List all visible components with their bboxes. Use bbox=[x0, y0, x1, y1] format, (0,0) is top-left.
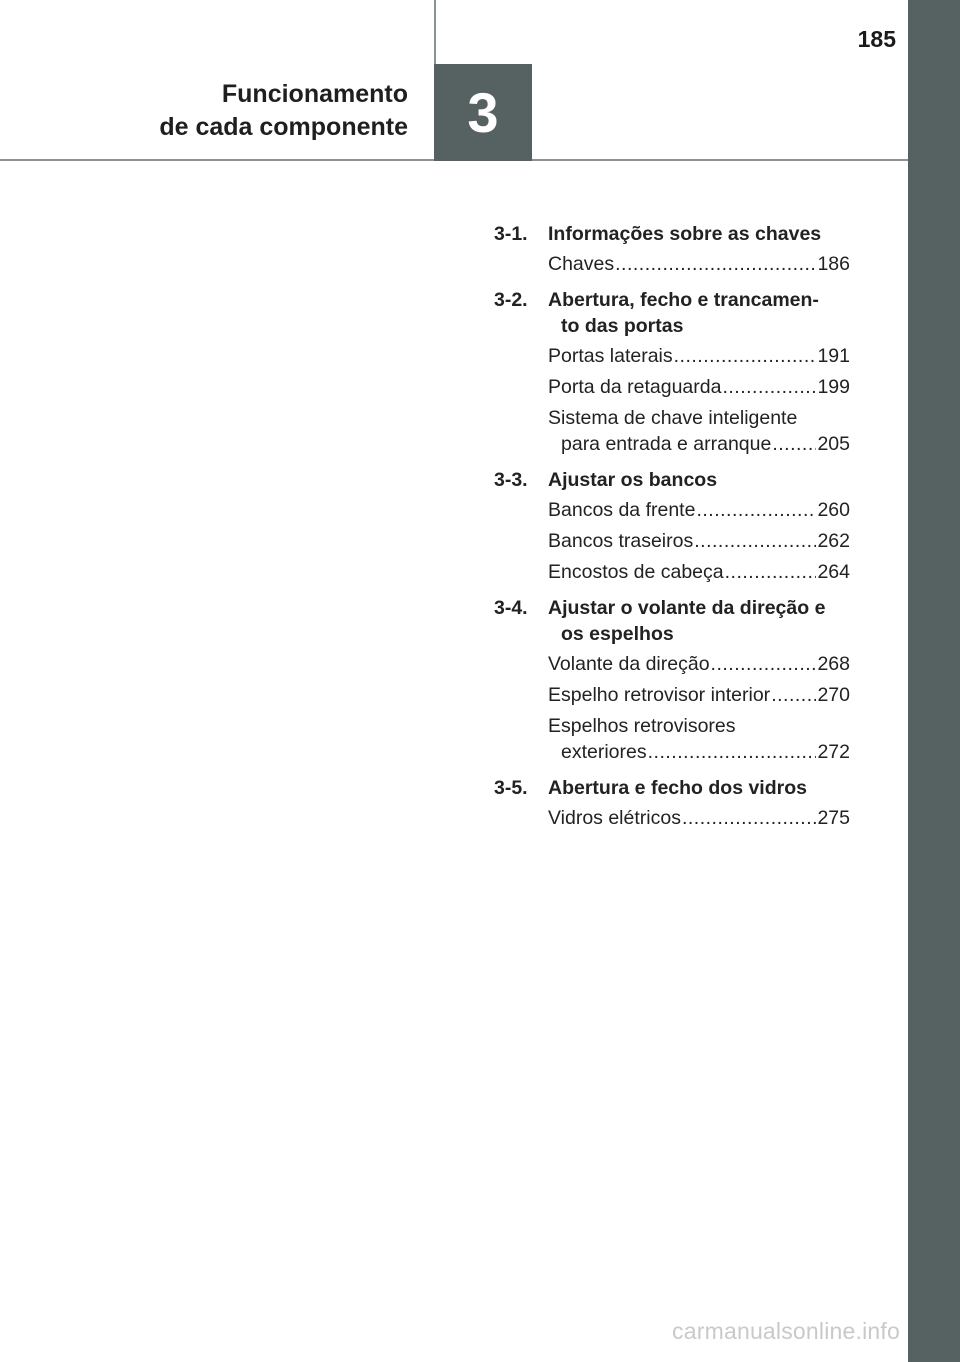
dot-leader bbox=[674, 343, 817, 369]
toc-entry-label: Portas laterais bbox=[548, 345, 673, 367]
dot-leader bbox=[772, 431, 816, 457]
toc-entry-link[interactable] bbox=[548, 405, 850, 457]
toc-entry-label: Sistema de chave inteligente bbox=[548, 407, 798, 429]
toc-section bbox=[494, 286, 850, 457]
chapter-side-tab bbox=[908, 0, 960, 1362]
header-vertical-divider bbox=[434, 0, 436, 66]
toc-section-title bbox=[548, 286, 850, 343]
toc-entry-page: 186 bbox=[817, 253, 850, 275]
dot-leader bbox=[722, 374, 816, 400]
dot-leader bbox=[696, 497, 816, 523]
toc-entry-label: Porta da retaguarda bbox=[548, 376, 722, 398]
toc-entry-link[interactable] bbox=[548, 374, 850, 400]
toc-section-title-line1: Ajustar o volante da direção e bbox=[548, 597, 826, 619]
toc-entry-label: Bancos da frente bbox=[548, 499, 696, 521]
toc-entry-label: Espelho retrovisor interior bbox=[548, 684, 771, 706]
toc-entry-label-continued: para entrada e arranque bbox=[561, 433, 772, 455]
watermark: carmanualsonline.info bbox=[672, 1318, 900, 1344]
toc-entry-link[interactable] bbox=[548, 497, 850, 523]
dot-leader bbox=[771, 682, 816, 708]
table-of-contents bbox=[494, 220, 850, 840]
toc-entry-link[interactable] bbox=[548, 559, 850, 585]
toc-entry-label-continued: exteriores bbox=[561, 741, 647, 763]
dot-leader bbox=[615, 251, 816, 277]
toc-entry-page: 270 bbox=[817, 684, 850, 706]
toc-entry-label: Espelhos retrovisores bbox=[548, 715, 736, 737]
toc-section-number: 3-1. bbox=[494, 223, 528, 245]
toc-section-title-line2: os espelhos bbox=[561, 623, 674, 645]
toc-entry-label: Bancos traseiros bbox=[548, 530, 694, 552]
toc-entry-page: 191 bbox=[817, 345, 850, 367]
toc-entry-page: 264 bbox=[817, 561, 850, 583]
toc-entry-label: Chaves bbox=[548, 253, 615, 275]
chapter-number-badge: 3 bbox=[434, 64, 532, 161]
toc-entry-page: 268 bbox=[817, 653, 850, 675]
page-number: 185 bbox=[857, 26, 896, 52]
toc-entry-link[interactable] bbox=[548, 343, 850, 369]
dot-leader bbox=[725, 559, 817, 585]
chapter-title-line1: Funcionamento bbox=[221, 80, 408, 108]
dot-leader bbox=[682, 805, 817, 831]
toc-entry-label: Volante da direção bbox=[548, 653, 710, 675]
toc-section-title-line1: Ajustar os bancos bbox=[548, 469, 718, 491]
toc-entry-link[interactable] bbox=[548, 682, 850, 708]
toc-entry-link[interactable] bbox=[548, 651, 850, 677]
toc-section bbox=[494, 466, 850, 585]
toc-section-title-line2: to das portas bbox=[561, 315, 684, 337]
toc-entry-page: 205 bbox=[817, 433, 850, 455]
chapter-title bbox=[8, 78, 408, 144]
toc-section-title-line1: Informações sobre as chaves bbox=[548, 223, 822, 245]
toc-entry-link[interactable] bbox=[548, 528, 850, 554]
toc-entry-link[interactable] bbox=[548, 805, 850, 831]
toc-section bbox=[494, 220, 850, 277]
toc-entry-label: Vidros elétricos bbox=[548, 807, 681, 829]
dot-leader bbox=[694, 528, 816, 554]
toc-section-number: 3-5. bbox=[494, 777, 528, 799]
toc-section-title-line1: Abertura, fecho e trancamen- bbox=[548, 289, 819, 311]
toc-section-title bbox=[548, 774, 850, 805]
toc-section-title-line1: Abertura e fecho dos vidros bbox=[548, 777, 807, 799]
toc-section-number: 3-2. bbox=[494, 289, 528, 311]
toc-section-number: 3-4. bbox=[494, 597, 528, 619]
toc-section-title bbox=[548, 220, 850, 251]
toc-entry-link[interactable] bbox=[548, 713, 850, 765]
toc-section-title bbox=[548, 594, 850, 651]
toc-entry-page: 262 bbox=[817, 530, 850, 552]
dot-leader bbox=[711, 651, 817, 677]
toc-entry-label: Encostos de cabeça bbox=[548, 561, 724, 583]
dot-leader bbox=[648, 739, 817, 765]
toc-section bbox=[494, 774, 850, 831]
toc-entry-link[interactable] bbox=[548, 251, 850, 277]
toc-entry-page: 275 bbox=[817, 807, 850, 829]
toc-entry-page: 272 bbox=[817, 741, 850, 763]
toc-entry-page: 260 bbox=[817, 499, 850, 521]
toc-section-title bbox=[548, 466, 850, 497]
chapter-title-line2: de cada componente bbox=[159, 113, 408, 141]
toc-section bbox=[494, 594, 850, 765]
toc-section-number: 3-3. bbox=[494, 469, 528, 491]
toc-entry-page: 199 bbox=[817, 376, 850, 398]
